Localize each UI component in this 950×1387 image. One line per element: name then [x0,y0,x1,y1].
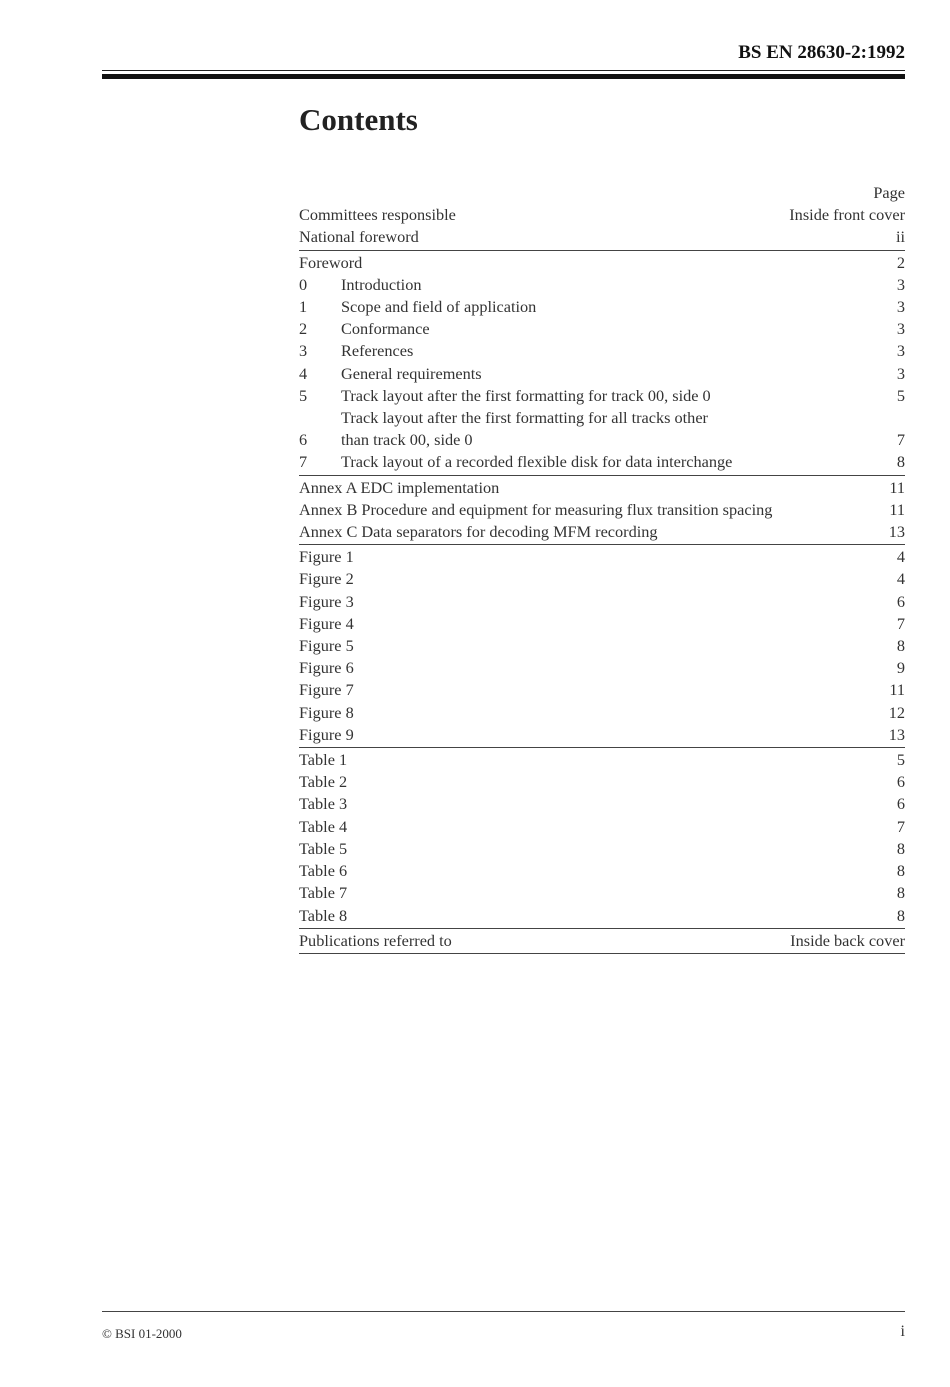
toc-entry-page: 8 [896,883,905,903]
toc-entry-text: Track layout after the first formatting for track 00, side 0 [341,385,711,405]
toc-group-figures [299,546,905,748]
toc-entry-page: 9 [896,658,905,678]
toc-entry[interactable] [299,816,905,838]
toc-entry-page: 3 [896,297,905,317]
toc-entry-text: Scope and field of application [341,297,537,317]
toc-entry[interactable] [299,749,905,771]
toc-entry-page: 13 [888,522,905,542]
toc-entry[interactable] [299,724,905,746]
toc-entry[interactable] [299,702,905,724]
toc-entry-page: 5 [896,385,905,405]
toc-group-clauses [299,252,905,476]
page-title: Contents [299,102,418,137]
toc-entry-text: Committees responsible [299,205,456,225]
toc-entry-page: 6 [896,591,905,611]
standard-code: BS EN 28630-2:1992 [738,42,905,63]
toc-entry-text-line2: than track 00, side 0 [341,430,473,450]
toc-entry-page: Inside front cover [789,205,905,225]
toc-entry-text: Table 8 [299,905,348,925]
toc-entry[interactable] [299,657,905,679]
toc-entry[interactable] [299,679,905,701]
toc-entry-page: 6 [896,794,905,814]
toc-group-intro [299,204,905,250]
toc-entry-page: 8 [896,636,905,656]
toc-entry-page: 7 [896,816,905,836]
toc-entry-text: Foreword [299,252,363,272]
toc-entry-page: 3 [896,341,905,361]
toc-entry[interactable] [299,226,905,248]
toc-entry-text: Table 1 [299,750,348,770]
toc-entry-text: Conformance [341,319,430,339]
toc-entry-page: ii [895,227,905,247]
toc-entry-text: Annex B Procedure and equipment for measuring flux transition spacing [299,499,773,519]
toc-entry-text: Table 7 [299,883,348,903]
toc-entry-text: National foreword [299,227,419,247]
toc-entry-number: 3 [299,341,308,361]
toc-entry-text: Figure 8 [299,702,354,722]
toc-entry-text: Figure 4 [299,613,354,633]
toc-entry-number: 1 [299,297,308,317]
toc-entry-text: Figure 6 [299,658,354,678]
toc-entry[interactable] [299,905,905,927]
copyright-notice: © BSI 01-2000 [102,1326,182,1341]
toc-entry[interactable] [299,568,905,590]
toc-entry-text: Table 3 [299,794,348,814]
toc-entry-number: 2 [299,319,308,339]
toc-entry-text: Table 6 [299,861,348,881]
toc-entry-page: 11 [889,477,905,497]
toc-entry-text: References [341,341,414,361]
toc-entry-page: 5 [896,750,905,770]
toc-entry-page: 7 [896,613,905,633]
toc-entry-text [341,407,889,451]
toc-entry-number: 4 [299,363,308,383]
toc-entry-page: 11 [889,680,905,700]
page-number: i [900,1323,905,1340]
toc-entry-page: 8 [896,838,905,858]
toc-entry-text: Figure 5 [299,636,354,656]
toc-entry-text: Publications referred to [299,930,452,950]
toc-entry-text: Annex A EDC implementation [299,477,500,497]
toc-entry[interactable] [299,252,905,274]
toc-entry-text: Table 4 [299,816,348,836]
toc-entry-text: Figure 1 [299,547,354,567]
toc-entry[interactable] [299,296,905,318]
toc-entry-page: 8 [896,905,905,925]
toc-entry[interactable] [299,838,905,860]
toc-group-annexes [299,477,905,546]
page-column-heading: Page [873,183,905,202]
toc-entry-text: Introduction [341,274,422,294]
toc-entry[interactable] [299,407,905,451]
toc-entry[interactable] [299,385,905,407]
toc-entry-number: 6 [299,430,308,450]
toc-entry-text: Figure 3 [299,591,354,611]
toc-entry[interactable] [299,771,905,793]
toc-entry[interactable] [299,546,905,568]
toc-entry-page: 2 [896,252,905,272]
toc-entry[interactable] [299,860,905,882]
toc-group-tables [299,749,905,929]
toc-entry-page: 4 [896,569,905,589]
toc-entry-text: Table 5 [299,838,348,858]
table-of-contents [299,182,905,955]
toc-entry[interactable] [299,451,905,473]
toc-entry[interactable] [299,930,905,952]
toc-group-publications [299,930,905,954]
header-rule-thick [102,74,905,79]
toc-entry-text: Annex C Data separators for decoding MFM recording [299,522,658,542]
toc-entry[interactable] [299,477,905,499]
toc-entry-page: 11 [889,499,905,519]
toc-entry-text: Figure 7 [299,680,354,700]
toc-entry[interactable] [299,882,905,904]
toc-entry-text: Table 2 [299,772,348,792]
toc-entry-number: 0 [299,274,308,294]
toc-entry-page: 12 [888,702,905,722]
toc-entry[interactable] [299,521,905,543]
toc-entry-number: 5 [299,385,308,405]
toc-entry-text: Figure 9 [299,724,354,744]
toc-entry-number: 7 [299,452,308,472]
toc-entry-page: 3 [896,363,905,383]
toc-entry-page: 3 [896,274,905,294]
toc-entry-text: General requirements [341,363,482,383]
header-rule-thin [102,70,905,71]
toc-entry-page: 3 [896,319,905,339]
toc-entry[interactable] [299,793,905,815]
toc-entry-page: Inside back cover [790,930,905,950]
toc-entry[interactable] [299,363,905,385]
toc-entry[interactable] [299,613,905,635]
toc-entry-text-line1: Track layout after the first formatting for all tracks other [341,408,708,428]
toc-entry-page: 4 [896,547,905,567]
toc-entry-page: 8 [896,861,905,881]
toc-entry-page: 6 [896,772,905,792]
footer-rule [102,1311,905,1312]
toc-entry-text: Figure 2 [299,569,354,589]
toc-entry[interactable] [299,635,905,657]
toc-entry[interactable] [299,499,905,521]
toc-entry-page: 13 [888,724,905,744]
toc-entry-text: Track layout of a recorded flexible disk for data interchange [341,452,733,472]
toc-entry[interactable] [299,318,905,340]
toc-entry[interactable] [299,340,905,362]
toc-entry[interactable] [299,591,905,613]
toc-entry-page: 8 [896,452,905,472]
toc-entry-page: 7 [896,430,905,450]
toc-entry[interactable] [299,274,905,296]
toc-entry[interactable] [299,204,905,226]
